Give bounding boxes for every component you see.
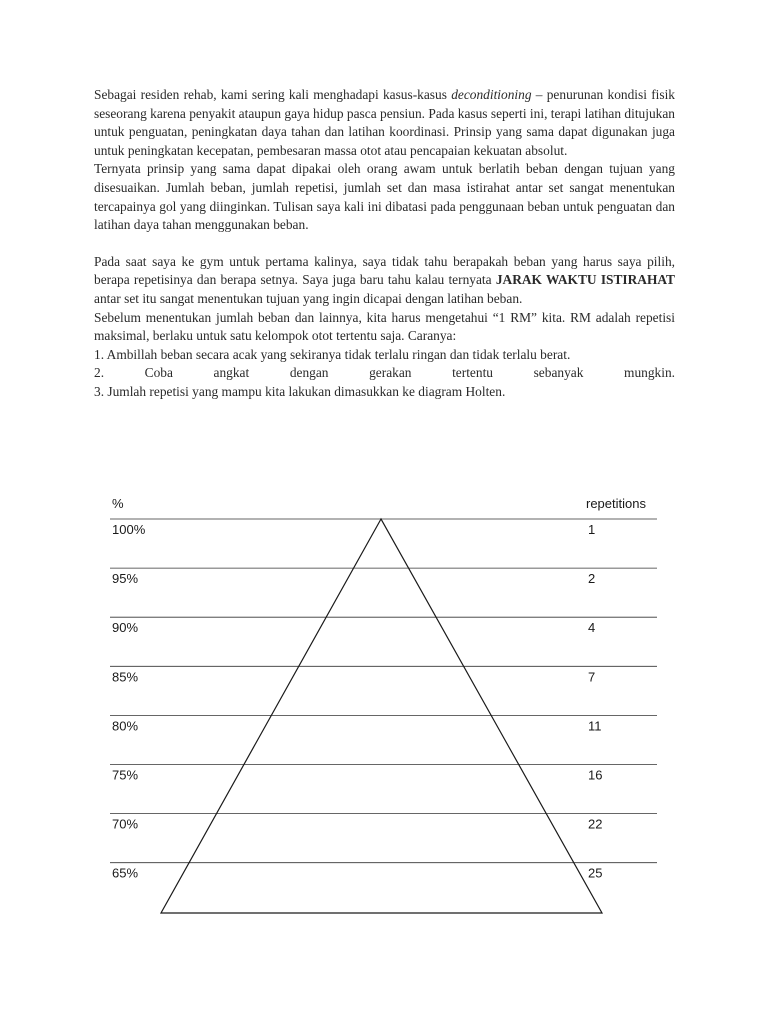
repetitions-label: 22 (588, 816, 603, 832)
percent-label: 75% (112, 767, 139, 783)
pyramid-triangle (161, 519, 602, 913)
repetitions-label: 1 (588, 522, 596, 537)
repetitions-label: 16 (588, 767, 603, 783)
percent-label: 80% (112, 718, 139, 734)
percent-header: % (112, 496, 124, 511)
repetitions-header: repetitions (586, 496, 646, 511)
step-2: 2. Coba angkat dengan gerakan tertentu sebanyak mungkin. (94, 365, 675, 381)
repetitions-label: 25 (588, 865, 603, 881)
row-labels (112, 522, 602, 881)
paragraph-4: Sebelum menentukan jumlah beban dan lainnya, kita harus mengetahui “1 RM” kita. RM adalah repetisi maksimal, berlaku untuk satu kelompok otot tertentu saja. Caranya: (94, 309, 675, 344)
step-1: 1. Ambillah beban secara acak yang sekiranya tidak terlalu ringan dan tidak terlalu berat. (94, 346, 571, 362)
row-lines (110, 519, 657, 863)
repetitions-label: 2 (588, 571, 596, 587)
percent-label: 85% (112, 669, 139, 685)
percent-label: 95% (112, 571, 139, 587)
p1-text: Sebagai residen rehab, kami sering kali menghadapi kasus-kasus (94, 87, 452, 102)
step-3: 3. Jumlah repetisi yang mampu kita lakukan dimasukkan ke diagram Holten. (94, 383, 506, 399)
p1-italic-term: deconditioning (451, 87, 532, 102)
percent-label: 100% (112, 522, 146, 537)
percent-label: 70% (112, 816, 139, 832)
p1-text-rest: – penurunan kondisi fisik seseorang karena penyakit ataupun gaya hidup pasca pensiun. Pada kasus seperti ini, terapi latihan ditujukan untuk penguatan, peningkatan daya tahan dan latihan koordinasi. Prinsip yang sama dapat digunakan juga untuk peningkatan kecepatan, pembesaran massa otot atau pencapaian kekuatan absolut. (94, 87, 676, 158)
p3-bold-term: JARAK WAKTU ISTIRAHAT (495, 272, 675, 288)
percent-label: 65% (112, 865, 139, 881)
repetitions-label: 4 (588, 620, 596, 636)
repetitions-label: 11 (588, 718, 602, 734)
repetitions-label: 7 (588, 669, 596, 685)
percent-label: 90% (112, 620, 139, 636)
p3-text-rest: antar set itu sangat menentukan tujuan yang ingin dicapai dengan latihan beban. (94, 290, 523, 306)
paragraph-2: Ternyata prinsip yang sama dapat dipakai oleh orang awam untuk berlatih beban dengan tujuan yang disesuaikan. Jumlah beban, jumlah repetisi, jumlah set dan masa istirahat antar set sangat menentukan tercapainya gol yang diinginkan. Tulisan saya kali ini dibatasi pada penggunaan beban untuk penguatan dan latihan daya tahan menggunakan beban. (94, 161, 675, 233)
p3-text: Pada saat saya ke gym untuk pertama kalinya, saya tidak tahu berapakah beban yang harus saya pilih, berapa repetisinya dan berapa setnya. Saya juga baru tahu kalau ternyata (94, 253, 675, 288)
